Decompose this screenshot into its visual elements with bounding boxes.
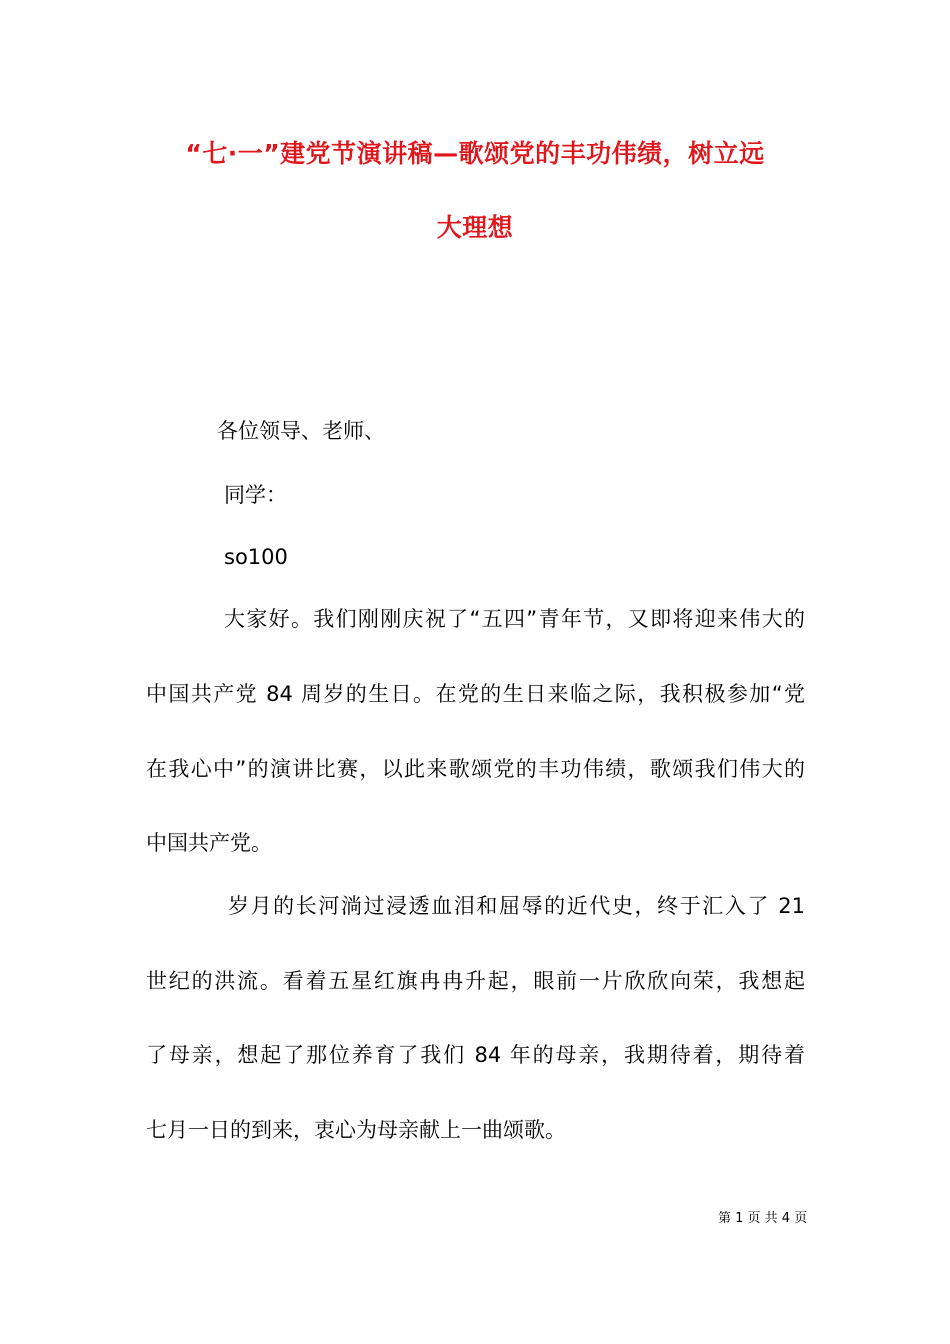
document-title-line-2: 大理想 [436,213,514,242]
paragraph-1-line-3: 在我心中”的演讲比赛，以此来歌颂党的丰功伟绩，歌颂我们伟大的 [146,757,805,781]
paragraph-2-line-2: 世纪的洪流。看着五星红旗冉冉升起，眼前一片欣欣向荣，我想起 [146,969,805,993]
paragraph-2-line-4: 七月一日的到来，衷心为母亲献上一曲颂歌。 [146,1118,566,1142]
paragraph-1-line-4: 中国共产党。 [146,831,272,855]
paragraph-2-line-3: 了母亲，想起了那位养育了我们 84 年的母亲，我期待着，期待着 [146,1043,805,1067]
code-line: so100 [224,545,288,569]
salutation-line-1: 各位领导、老师、 [217,419,385,443]
paragraph-1-line-2: 中国共产党 84 周岁的生日。在党的生日来临之际，我积极参加“党 [146,682,805,706]
paragraph-2-line-1: 岁月的长河淌过浸透血泪和屈辱的近代史，终于汇入了 21 [228,894,805,918]
page-footer: 第 1 页 共 4 页 [718,1211,808,1226]
salutation-line-2: 同学： [224,483,287,507]
document-title-line-1: “七·一”建党节演讲稿—歌颂党的丰功伟绩，树立远 [185,139,765,168]
paragraph-1-line-1: 大家好。我们刚刚庆祝了“五四”青年节，又即将迎来伟大的 [224,607,805,631]
